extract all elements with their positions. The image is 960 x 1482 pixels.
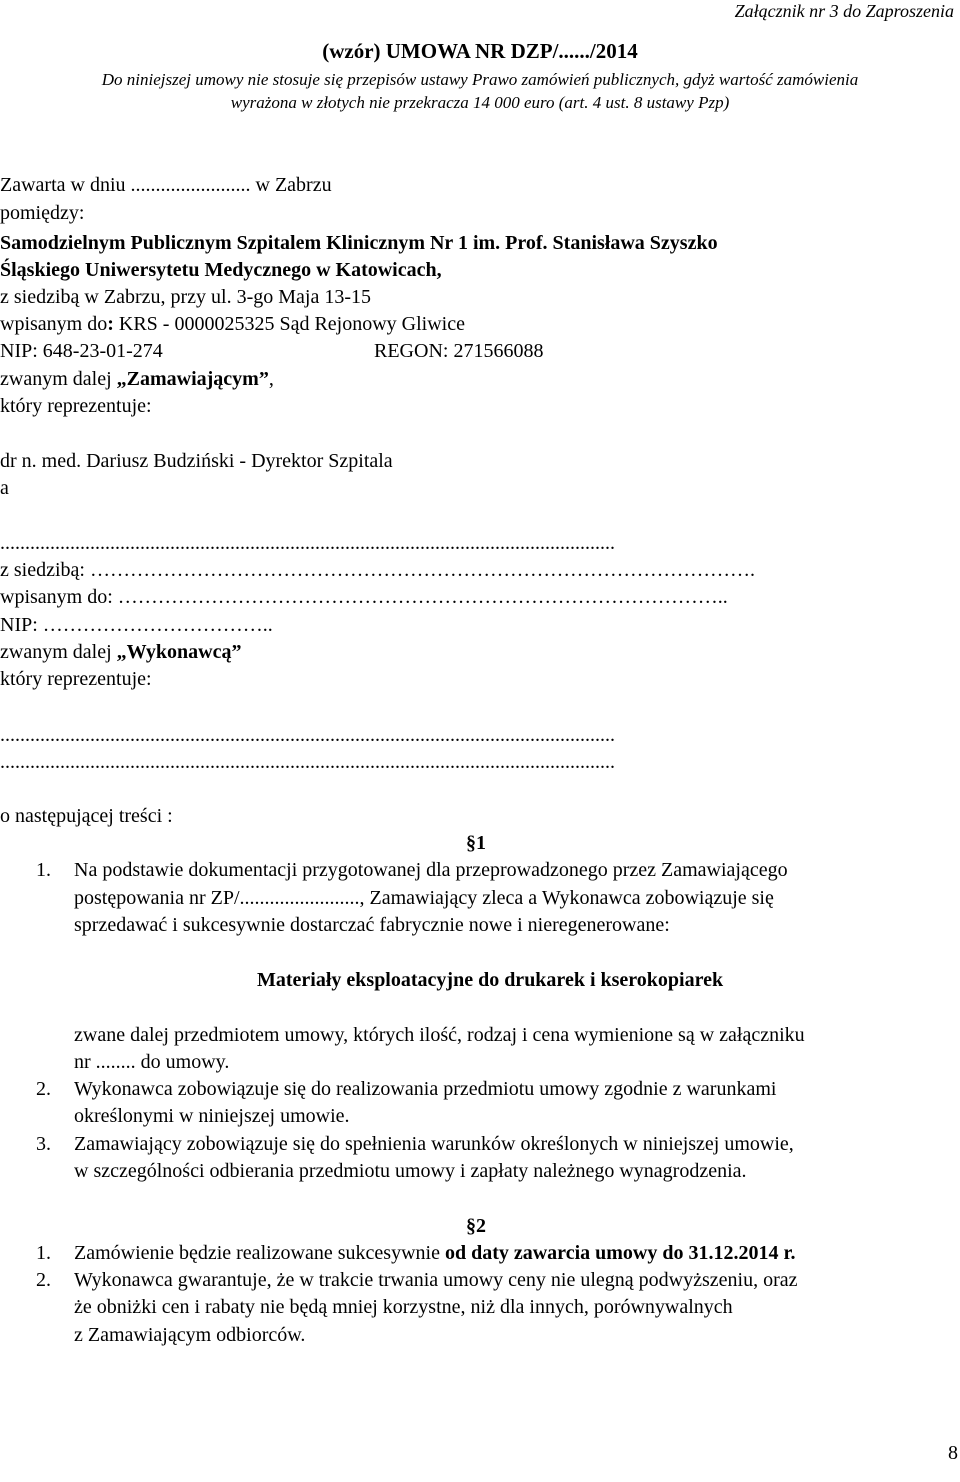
hospital-represents: który reprezentuje:: [0, 395, 152, 417]
s1-p2-line-1: Wykonawca zobowiązuje się do realizowania przedmiotu umowy zgodnie z warunkami: [74, 1078, 777, 1100]
s1-p3-number: 3.: [36, 1133, 51, 1155]
between-label: pomiędzy:: [0, 202, 85, 224]
contractor-registered: wpisanym do: ………………………………………………………………………………..: [0, 586, 728, 608]
s1-p1-line-3: sprzedawać i sukcesywnie dostarczać fabrycznie nowe i nieregenerowane:: [74, 914, 670, 936]
hospital-name-line-2: Śląskiego Uniwersytetu Medycznego w Katowicach,: [0, 259, 442, 281]
s1-p1b-line-2: nr ........ do umowy.: [74, 1051, 230, 1073]
s1-p2-number: 2.: [36, 1078, 51, 1100]
section-1-heading: §1: [466, 832, 486, 854]
s1-p3-line-1: Zamawiający zobowiązuje się do spełnienia warunków określonych w niniejszej umowie,: [74, 1133, 794, 1155]
hospital-name-line-1: Samodzielnym Publicznym Szpitalem Klinicznym Nr 1 im. Prof. Stanisława Szyszko: [0, 232, 718, 254]
contractor-rep-dots-2: ...........................................................................................................................: [0, 751, 615, 773]
contractor-rep-dots-1: ...........................................................................................................................: [0, 724, 615, 746]
and-label: a: [0, 477, 9, 499]
hospital-regon: REGON: 271566088: [374, 340, 544, 362]
s2-p2-line-2: że obniżki cen i rabaty nie będą mniej korzystne, niż dla innych, porównywalnych: [74, 1296, 733, 1318]
hospital-krs: wpisanym do: KRS - 0000025325 Sąd Rejonowy Gliwice: [0, 313, 465, 335]
section-2-heading: §2: [466, 1215, 486, 1237]
content-intro: o następującej treści :: [0, 805, 173, 827]
s2-p2-number: 2.: [36, 1269, 51, 1291]
contract-subject: Materiały eksploatacyjne do drukarek i kserokopiarek: [257, 969, 724, 991]
hospital-representative: dr n. med. Dariusz Budziński - Dyrektor Szpitala: [0, 450, 393, 472]
s1-p1-line-2: postępowania nr ZP/........................, Zamawiający zleca a Wykonawca zobowiązuje się: [74, 887, 774, 909]
concluded-line: Zawarta w dniu ........................ w Zabrzu: [0, 174, 332, 196]
contractor-name-dots: ...........................................................................................................................: [0, 532, 615, 554]
page-number: 8: [948, 1442, 958, 1464]
contractor-seat: z siedzibą: ……………………………………………………………………………………….: [0, 559, 755, 581]
contractor-called: zwanym dalej „Wykonawcą”: [0, 641, 242, 663]
s1-p3-line-2: w szczególności odbierania przedmiotu umowy i zapłaty należnego wynagrodzenia.: [74, 1160, 747, 1182]
hospital-nip: NIP: 648-23-01-274: [0, 340, 163, 362]
s2-p1-text: Zamówienie będzie realizowane sukcesywnie od daty zawarcia umowy do 31.12.2014 r.: [74, 1242, 796, 1264]
hospital-called: zwanym dalej „Zamawiającym”,: [0, 368, 274, 390]
contractor-represents: który reprezentuje:: [0, 668, 152, 690]
legal-note-line-1: Do niniejszej umowy nie stosuje się przepisów ustawy Prawo zamówień publicznych, gdyż wartość zamówienia: [101, 70, 859, 89]
hospital-seat: z siedzibą w Zabrzu, przy ul. 3-go Maja 13-15: [0, 286, 371, 308]
legal-note-line-2: wyrażona w złotych nie przekracza 14 000 euro (art. 4 ust. 8 ustawy Pzp): [230, 93, 730, 112]
s1-p1-number: 1.: [36, 859, 51, 881]
s1-p1-line-1: Na podstawie dokumentacji przygotowanej dla przeprowadzonego przez Zamawiającego: [74, 859, 788, 881]
s1-p1b-line-1: zwane dalej przedmiotem umowy, których ilość, rodzaj i cena wymienione są w załączniku: [74, 1024, 805, 1046]
s2-p2-line-3: z Zamawiającym odbiorców.: [74, 1324, 306, 1346]
s1-p2-line-2: określonymi w niniejszej umowie.: [74, 1105, 350, 1127]
s2-p1-number: 1.: [36, 1242, 51, 1264]
attachment-note: Załącznik nr 3 do Zaproszenia: [734, 1, 954, 21]
s2-p2-line-1: Wykonawca gwarantuje, że w trakcie trwania umowy ceny nie ulegną podwyższeniu, oraz: [74, 1269, 798, 1291]
contractor-nip: NIP: ……………………………..: [0, 614, 273, 636]
document-title: (wzór) UMOWA NR DZP/....../2014: [322, 39, 638, 63]
